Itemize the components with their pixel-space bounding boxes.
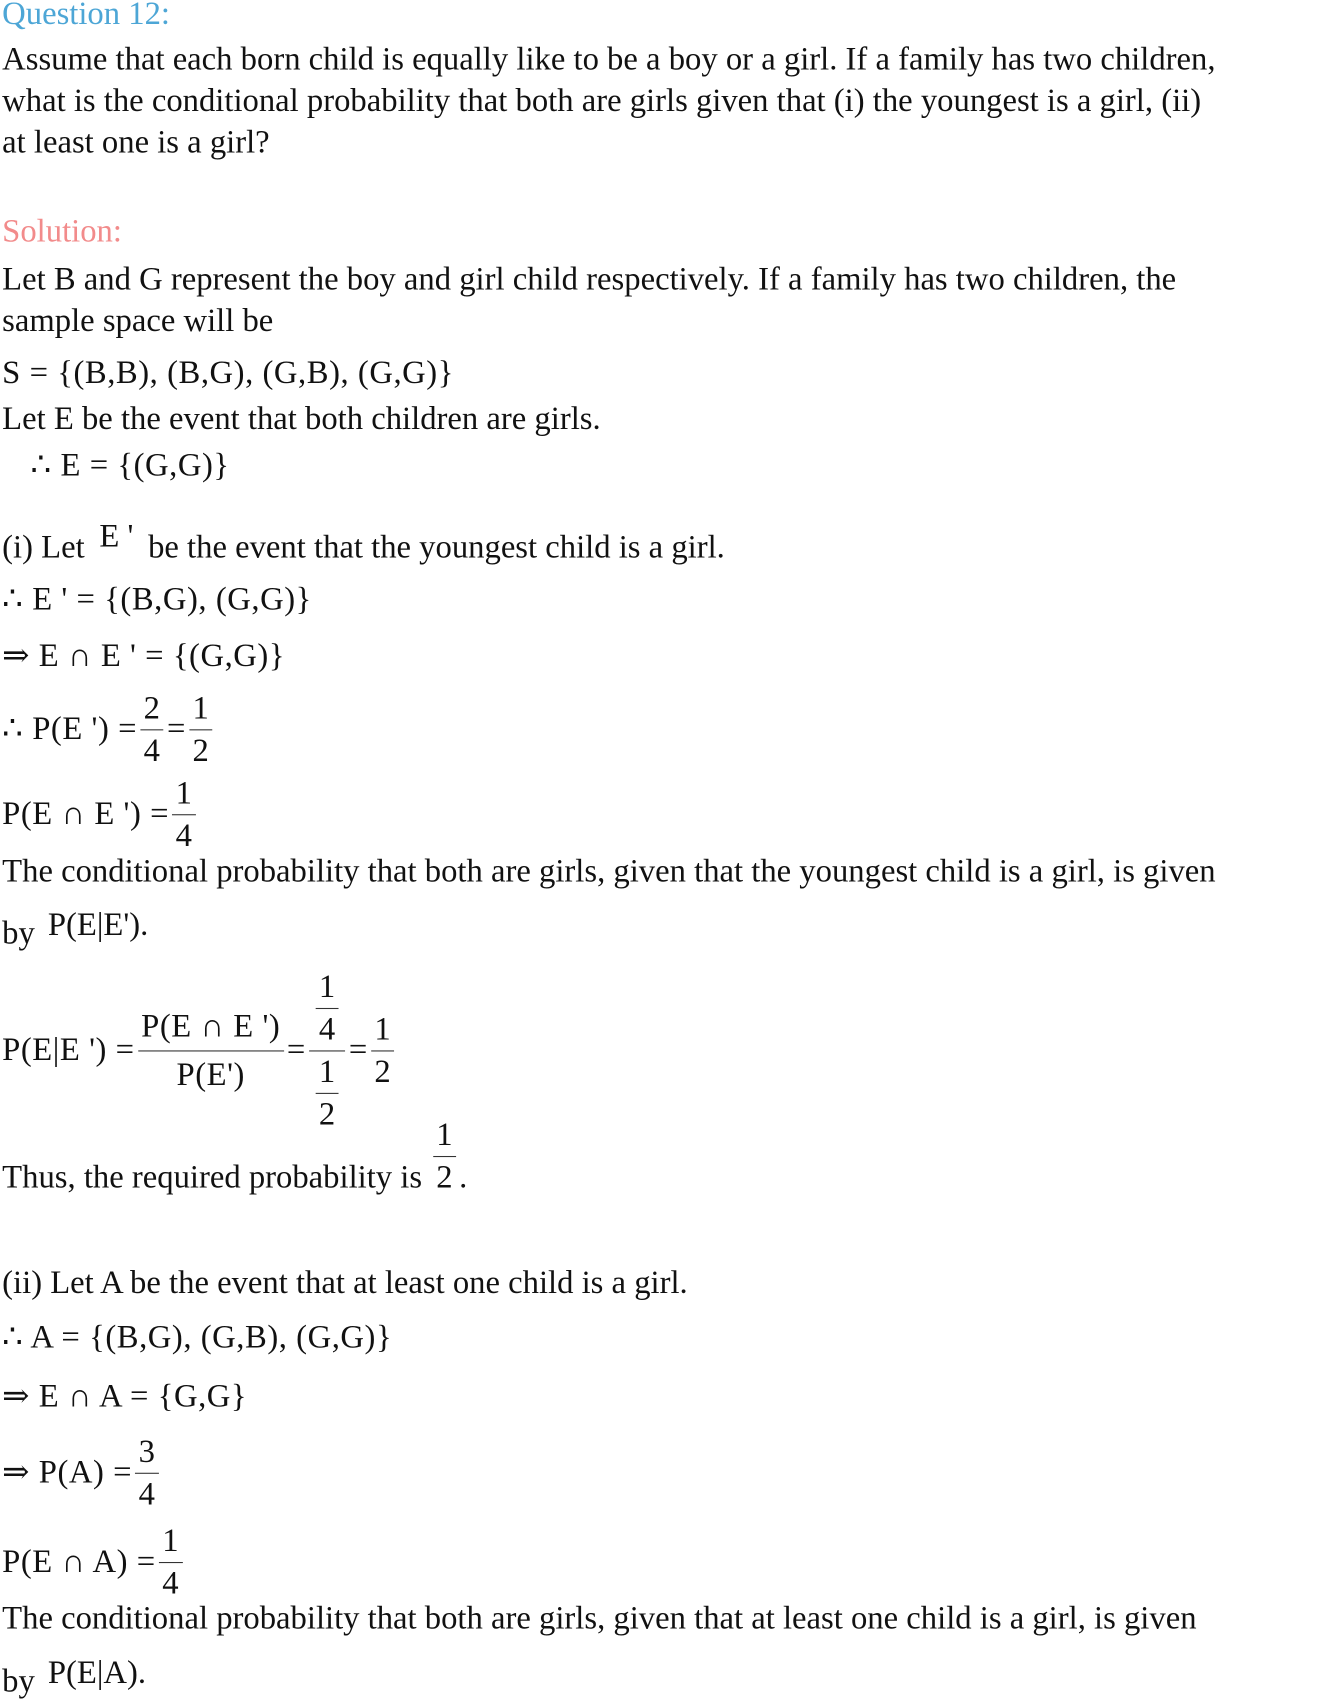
expression: P(E|E').	[47, 906, 149, 943]
symbol: E '	[99, 518, 134, 555]
fraction	[371, 1008, 394, 1092]
lhs: P(E|E ') =	[2, 1031, 135, 1068]
question-title: Question 12:	[2, 0, 170, 32]
fraction	[135, 1431, 158, 1515]
denominator: 4	[138, 1475, 156, 1512]
fraction	[138, 1002, 284, 1099]
numerator: 1	[433, 1114, 456, 1156]
compound-fraction	[309, 966, 345, 1135]
p-e-prime	[2, 689, 216, 768]
p-intersection-a	[2, 1522, 186, 1601]
fraction	[172, 772, 195, 856]
event-e-text: Let E be the event that both children are girls.	[2, 400, 601, 437]
a-set: ∴ A = {(B,G), (G,B), (G,G)}	[2, 1319, 393, 1356]
denominator	[309, 1051, 345, 1135]
by-line-2	[2, 1654, 147, 1702]
numerator: 1	[371, 1008, 394, 1050]
text: by	[2, 1663, 35, 1700]
fraction	[140, 687, 163, 771]
lhs: ⇒ P(A) =	[2, 1454, 133, 1491]
part1-intro	[2, 518, 725, 568]
fraction	[159, 1520, 182, 1604]
expression: P(E|A).	[47, 1654, 147, 1691]
lhs: P(E ∩ E ') =	[2, 795, 170, 832]
denominator: 4	[175, 816, 193, 853]
question-line: what is the conditional probability that both are girls given that (i) the youngest is a girl, (ii)	[2, 82, 1202, 119]
denominator: 4	[162, 1564, 180, 1601]
equals: =	[166, 710, 186, 747]
numerator: 1	[172, 772, 195, 814]
equals: =	[348, 1031, 368, 1068]
text: be the event that the youngest child is a girl.	[139, 529, 725, 565]
question-line: Assume that each born child is equally like to be a boy or a girl. If a family has two children,	[2, 41, 1216, 78]
conditional-text: The conditional probability that both are girls, given that the youngest child is a girl, is given	[2, 853, 1216, 890]
solution-title: Solution:	[2, 213, 122, 250]
denominator: 4	[143, 732, 161, 768]
fraction	[316, 1051, 339, 1135]
e-prime-set: ∴ E ' = {(B,G), (G,G)}	[2, 581, 312, 618]
fraction	[316, 966, 339, 1050]
question-line: at least one is a girl?	[2, 124, 270, 161]
denominator: P(E')	[176, 1056, 245, 1093]
numerator: 1	[189, 687, 212, 729]
solution-line: sample space will be	[2, 302, 274, 339]
fraction	[433, 1114, 456, 1198]
equals: =	[286, 1031, 306, 1068]
text: by	[2, 915, 35, 952]
sample-space: S = {(B,B), (B,G), (G,B), (G,G)}	[2, 354, 454, 391]
numerator: 1	[159, 1520, 182, 1562]
solution-line: Let B and G represent the boy and girl child respectively. If a family has two children, the	[2, 261, 1177, 298]
denominator: 2	[374, 1053, 392, 1090]
denominator: 2	[192, 732, 210, 768]
text: Thus, the required probability is	[2, 1159, 423, 1196]
numerator	[309, 966, 345, 1051]
p-intersection	[2, 774, 199, 853]
by-line	[2, 906, 149, 954]
event-e-set: ∴ E = {(G,G)}	[30, 447, 230, 484]
numerator: 1	[316, 1051, 339, 1093]
numerator: P(E ∩ E ')	[138, 1002, 284, 1051]
conditional-formula	[2, 968, 398, 1132]
lhs: P(E ∩ A) =	[2, 1543, 156, 1580]
text: (i) Let	[2, 529, 93, 565]
denominator: 2	[436, 1158, 453, 1195]
lhs: ∴ P(E ') =	[2, 710, 138, 747]
period: .	[459, 1159, 468, 1196]
denominator: 4	[318, 1010, 336, 1047]
denominator: 2	[318, 1095, 336, 1132]
intersection-a: ⇒ E ∩ A = {G,G}	[2, 1378, 248, 1414]
numerator: 3	[135, 1431, 158, 1473]
conditional-text-2: The conditional probability that both are girls, given that at least one child is a girl, is given	[2, 1600, 1197, 1637]
thus-line	[2, 1116, 468, 1198]
part2-intro: (ii) Let A be the event that at least one child is a girl.	[2, 1264, 688, 1301]
numerator: 1	[316, 966, 339, 1008]
intersection-set: ⇒ E ∩ E ' = {(G,G)}	[2, 637, 286, 674]
fraction	[189, 687, 212, 771]
p-a	[2, 1433, 162, 1512]
numerator: 2	[140, 687, 163, 729]
